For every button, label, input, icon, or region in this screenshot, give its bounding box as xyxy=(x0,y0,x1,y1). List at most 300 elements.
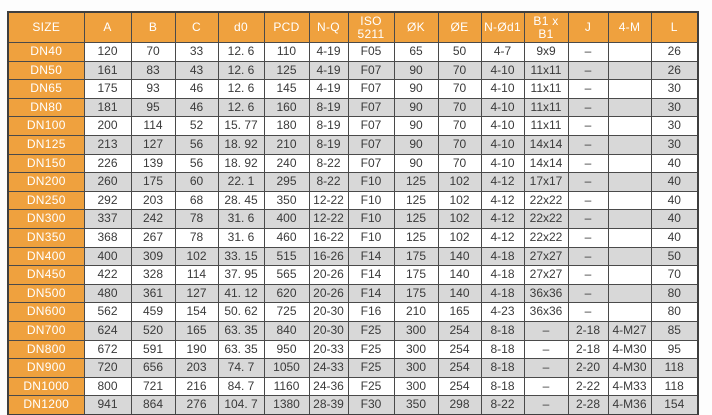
table-cell-b1xb1: 17x17 xyxy=(524,173,568,192)
table-cell-b1xb1: – xyxy=(524,377,568,396)
table-cell-b1xb1: – xyxy=(524,396,568,415)
table-cell-b1xb1: 9x9 xyxy=(524,43,568,62)
table-cell-b: 114 xyxy=(131,117,175,136)
table-cell-4-m xyxy=(608,135,651,154)
table-cell-b: 361 xyxy=(131,284,175,303)
table-cell-n-q: 20-26 xyxy=(309,266,348,285)
table-cell-j: – xyxy=(568,135,608,154)
table-cell-n-od1: 4-18 xyxy=(481,247,524,266)
table-cell-4-m: 4-M27 xyxy=(608,321,651,340)
table-cell-a: 213 xyxy=(84,135,131,154)
table-cell-b1xb1: 22x22 xyxy=(524,228,568,247)
column-header-a: A xyxy=(84,12,131,43)
table-cell-b1xb1: – xyxy=(524,359,568,378)
table-cell-iso-5211: F14 xyxy=(348,247,394,266)
table-cell-ok: 175 xyxy=(394,247,438,266)
table-cell-d0: 22. 1 xyxy=(218,173,264,192)
table-cell-j: – xyxy=(568,284,608,303)
table-cell-4-m: 4-M30 xyxy=(608,340,651,359)
table-cell-pcd: 1160 xyxy=(264,377,309,396)
table-cell-b: 127 xyxy=(131,135,175,154)
row-label: DN400 xyxy=(8,247,84,266)
table-cell-b: 70 xyxy=(131,43,175,62)
table-cell-ok: 300 xyxy=(394,340,438,359)
table-cell-a: 120 xyxy=(84,43,131,62)
table-cell-pcd: 565 xyxy=(264,266,309,285)
table-cell-pcd: 110 xyxy=(264,43,309,62)
table-row-dn65 xyxy=(8,80,698,99)
table-cell-b: 459 xyxy=(131,303,175,322)
table-cell-d0: 12. 6 xyxy=(218,43,264,62)
table-cell-a: 337 xyxy=(84,210,131,229)
table-cell-c: 68 xyxy=(175,191,218,210)
table-cell-ok: 90 xyxy=(394,154,438,173)
table-cell-n-od1: 4-12 xyxy=(481,173,524,192)
table-cell-d0: 15. 77 xyxy=(218,117,264,136)
table-cell-a: 260 xyxy=(84,173,131,192)
table-cell-4-m xyxy=(608,228,651,247)
row-label: DN900 xyxy=(8,359,84,378)
table-cell-n-od1: 4-10 xyxy=(481,61,524,80)
table-cell-pcd: 400 xyxy=(264,210,309,229)
table-cell-oe: 70 xyxy=(438,135,481,154)
table-cell-l: 26 xyxy=(651,61,698,80)
table-cell-d0: 50. 62 xyxy=(218,303,264,322)
table-cell-oe: 70 xyxy=(438,80,481,99)
table-cell-c: 154 xyxy=(175,303,218,322)
table-cell-b1xb1: 36x36 xyxy=(524,284,568,303)
table-cell-l: 26 xyxy=(651,43,698,62)
row-label: DN80 xyxy=(8,98,84,117)
table-cell-c: 190 xyxy=(175,340,218,359)
table-cell-c: 102 xyxy=(175,247,218,266)
table-cell-j: – xyxy=(568,98,608,117)
table-cell-iso-5211: F10 xyxy=(348,191,394,210)
table-row-dn1200 xyxy=(8,396,698,415)
row-label: DN700 xyxy=(8,321,84,340)
table-cell-l: 40 xyxy=(651,228,698,247)
table-cell-n-od1: 8-18 xyxy=(481,377,524,396)
table-cell-n-q: 8-19 xyxy=(309,117,348,136)
table-cell-4-m xyxy=(608,284,651,303)
table-cell-a: 624 xyxy=(84,321,131,340)
table-cell-d0: 74. 7 xyxy=(218,359,264,378)
table-row-dn300 xyxy=(8,210,698,229)
table-cell-n-q: 8-19 xyxy=(309,135,348,154)
row-label: DN450 xyxy=(8,266,84,285)
table-cell-a: 200 xyxy=(84,117,131,136)
table-cell-iso-5211: F07 xyxy=(348,154,394,173)
table-cell-l: 40 xyxy=(651,154,698,173)
table-cell-ok: 125 xyxy=(394,191,438,210)
row-label: DN600 xyxy=(8,303,84,322)
table-row-dn600 xyxy=(8,303,698,322)
table-cell-c: 276 xyxy=(175,396,218,415)
table-cell-oe: 70 xyxy=(438,98,481,117)
table-cell-4-m xyxy=(608,43,651,62)
table-row-dn150 xyxy=(8,154,698,173)
table-cell-ok: 175 xyxy=(394,266,438,285)
table-cell-ok: 90 xyxy=(394,98,438,117)
table-cell-iso-5211: F07 xyxy=(348,117,394,136)
column-header-c: C xyxy=(175,12,218,43)
table-cell-d0: 84. 7 xyxy=(218,377,264,396)
table-cell-pcd: 145 xyxy=(264,80,309,99)
column-header-b1xb1: B1 x B1 xyxy=(524,12,568,43)
table-cell-l: 40 xyxy=(651,173,698,192)
table-cell-a: 562 xyxy=(84,303,131,322)
table-cell-b1xb1: 27x27 xyxy=(524,266,568,285)
table-cell-n-q: 12-22 xyxy=(309,210,348,229)
column-header-n-q: N-Q xyxy=(309,12,348,43)
table-cell-iso-5211: F07 xyxy=(348,61,394,80)
row-label: DN50 xyxy=(8,61,84,80)
table-cell-a: 800 xyxy=(84,377,131,396)
table-cell-d0: 37. 95 xyxy=(218,266,264,285)
table-cell-oe: 254 xyxy=(438,377,481,396)
table-cell-n-od1: 4-12 xyxy=(481,191,524,210)
table-cell-l: 85 xyxy=(651,321,698,340)
column-header-j: J xyxy=(568,12,608,43)
table-cell-n-q: 28-39 xyxy=(309,396,348,415)
column-header-4-m: 4-M xyxy=(608,12,651,43)
table-cell-b: 267 xyxy=(131,228,175,247)
table-cell-j: 2-18 xyxy=(568,321,608,340)
table-cell-iso-5211: F07 xyxy=(348,80,394,99)
table-cell-oe: 254 xyxy=(438,359,481,378)
table-cell-iso-5211: F07 xyxy=(348,135,394,154)
table-cell-j: – xyxy=(568,266,608,285)
table-cell-pcd: 515 xyxy=(264,247,309,266)
table-cell-c: 60 xyxy=(175,173,218,192)
table-cell-n-od1: 4-18 xyxy=(481,266,524,285)
table-cell-4-m xyxy=(608,173,651,192)
table-cell-ok: 300 xyxy=(394,359,438,378)
table-cell-c: 78 xyxy=(175,210,218,229)
table-cell-n-od1: 4-18 xyxy=(481,284,524,303)
row-label: DN800 xyxy=(8,340,84,359)
table-cell-a: 422 xyxy=(84,266,131,285)
table-cell-a: 368 xyxy=(84,228,131,247)
table-cell-l: 50 xyxy=(651,247,698,266)
table-cell-j: 2-18 xyxy=(568,340,608,359)
table-cell-b: 95 xyxy=(131,98,175,117)
table-cell-ok: 350 xyxy=(394,396,438,415)
table-row-dn1000 xyxy=(8,377,698,396)
table-cell-j: 2-28 xyxy=(568,396,608,415)
table-cell-c: 78 xyxy=(175,228,218,247)
row-label: DN350 xyxy=(8,228,84,247)
table-cell-b1xb1: 11x11 xyxy=(524,98,568,117)
table-cell-b1xb1: 22x22 xyxy=(524,210,568,229)
table-cell-pcd: 460 xyxy=(264,228,309,247)
row-label: DN40 xyxy=(8,43,84,62)
table-cell-oe: 254 xyxy=(438,321,481,340)
table-cell-oe: 70 xyxy=(438,117,481,136)
table-cell-l: 40 xyxy=(651,210,698,229)
table-cell-pcd: 1380 xyxy=(264,396,309,415)
table-cell-ok: 125 xyxy=(394,173,438,192)
table-row-dn700 xyxy=(8,321,698,340)
table-cell-l: 80 xyxy=(651,303,698,322)
header-row xyxy=(8,12,698,43)
table-cell-b: 721 xyxy=(131,377,175,396)
table-cell-j: – xyxy=(568,210,608,229)
table-cell-4-m xyxy=(608,266,651,285)
table-cell-ok: 300 xyxy=(394,377,438,396)
table-cell-n-q: 20-26 xyxy=(309,284,348,303)
table-cell-l: 30 xyxy=(651,135,698,154)
table-cell-a: 480 xyxy=(84,284,131,303)
table-cell-a: 292 xyxy=(84,191,131,210)
table-cell-b1xb1: 14x14 xyxy=(524,154,568,173)
valve-dimension-table xyxy=(7,11,699,415)
table-cell-iso-5211: F10 xyxy=(348,173,394,192)
table-cell-oe: 102 xyxy=(438,191,481,210)
table-cell-pcd: 725 xyxy=(264,303,309,322)
table-cell-ok: 125 xyxy=(394,210,438,229)
table-cell-ok: 90 xyxy=(394,117,438,136)
row-label: DN300 xyxy=(8,210,84,229)
table-cell-c: 114 xyxy=(175,266,218,285)
column-header-oe: ØE xyxy=(438,12,481,43)
table-cell-b1xb1: 36x36 xyxy=(524,303,568,322)
table-cell-l: 30 xyxy=(651,98,698,117)
column-header-pcd: PCD xyxy=(264,12,309,43)
table-cell-b: 83 xyxy=(131,61,175,80)
table-cell-j: – xyxy=(568,61,608,80)
table-cell-b1xb1: 22x22 xyxy=(524,191,568,210)
table-cell-d0: 41. 12 xyxy=(218,284,264,303)
table-cell-j: – xyxy=(568,80,608,99)
table-cell-ok: 90 xyxy=(394,135,438,154)
table-cell-c: 43 xyxy=(175,61,218,80)
table-cell-c: 56 xyxy=(175,135,218,154)
table-cell-d0: 63. 35 xyxy=(218,340,264,359)
row-label: DN150 xyxy=(8,154,84,173)
table-cell-n-od1: 8-22 xyxy=(481,396,524,415)
table-cell-c: 52 xyxy=(175,117,218,136)
table-cell-b: 93 xyxy=(131,80,175,99)
table-cell-j: – xyxy=(568,191,608,210)
table-cell-4-m xyxy=(608,80,651,99)
table-cell-c: 127 xyxy=(175,284,218,303)
table-cell-n-q: 24-36 xyxy=(309,377,348,396)
table-cell-ok: 90 xyxy=(394,80,438,99)
table-cell-oe: 70 xyxy=(438,61,481,80)
table-cell-iso-5211: F07 xyxy=(348,98,394,117)
table-cell-d0: 104. 7 xyxy=(218,396,264,415)
table-cell-n-q: 8-22 xyxy=(309,154,348,173)
table-cell-pcd: 180 xyxy=(264,117,309,136)
table-cell-n-q: 24-33 xyxy=(309,359,348,378)
table-cell-pcd: 125 xyxy=(264,61,309,80)
row-label: DN65 xyxy=(8,80,84,99)
table-cell-n-od1: 4-10 xyxy=(481,80,524,99)
table-cell-b: 242 xyxy=(131,210,175,229)
table-cell-oe: 102 xyxy=(438,173,481,192)
table-cell-c: 165 xyxy=(175,321,218,340)
table-cell-b1xb1: 11x11 xyxy=(524,117,568,136)
table-cell-oe: 102 xyxy=(438,228,481,247)
table-cell-n-q: 16-26 xyxy=(309,247,348,266)
table-cell-j: 2-22 xyxy=(568,377,608,396)
table-cell-b: 328 xyxy=(131,266,175,285)
table-cell-iso-5211: F05 xyxy=(348,43,394,62)
table-cell-n-od1: 8-18 xyxy=(481,321,524,340)
table-cell-b: 520 xyxy=(131,321,175,340)
table-cell-4-m: 4-M33 xyxy=(608,377,651,396)
table-cell-b: 591 xyxy=(131,340,175,359)
table-cell-4-m xyxy=(608,303,651,322)
table-cell-b1xb1: 27x27 xyxy=(524,247,568,266)
table-cell-iso-5211: F25 xyxy=(348,340,394,359)
table-cell-n-q: 4-19 xyxy=(309,61,348,80)
table-cell-a: 181 xyxy=(84,98,131,117)
column-header-n-od1: N-Ød1 xyxy=(481,12,524,43)
table-cell-n-od1: 8-18 xyxy=(481,340,524,359)
table-cell-l: 70 xyxy=(651,266,698,285)
table-cell-b1xb1: 11x11 xyxy=(524,61,568,80)
table-cell-b1xb1: – xyxy=(524,321,568,340)
column-header-d0: d0 xyxy=(218,12,264,43)
row-label: DN200 xyxy=(8,173,84,192)
table-cell-b: 864 xyxy=(131,396,175,415)
table-cell-c: 33 xyxy=(175,43,218,62)
table-cell-ok: 210 xyxy=(394,303,438,322)
table-cell-4-m xyxy=(608,247,651,266)
table-cell-oe: 50 xyxy=(438,43,481,62)
table-cell-d0: 18. 92 xyxy=(218,154,264,173)
table-cell-ok: 65 xyxy=(394,43,438,62)
table-cell-d0: 12. 6 xyxy=(218,61,264,80)
row-label: DN500 xyxy=(8,284,84,303)
table-cell-pcd: 240 xyxy=(264,154,309,173)
table-cell-d0: 18. 92 xyxy=(218,135,264,154)
table-row-dn350 xyxy=(8,228,698,247)
table-cell-4-m: 4-M30 xyxy=(608,359,651,378)
table-cell-n-od1: 4-12 xyxy=(481,228,524,247)
table-cell-oe: 102 xyxy=(438,210,481,229)
table-cell-iso-5211: F25 xyxy=(348,359,394,378)
table-row-dn100 xyxy=(8,117,698,136)
table-row-dn50 xyxy=(8,61,698,80)
table-row-dn80 xyxy=(8,98,698,117)
table-cell-ok: 175 xyxy=(394,284,438,303)
column-header-l: L xyxy=(651,12,698,43)
table-cell-n-q: 16-22 xyxy=(309,228,348,247)
table-cell-n-od1: 4-10 xyxy=(481,135,524,154)
table-row-dn800 xyxy=(8,340,698,359)
table-cell-n-q: 4-19 xyxy=(309,80,348,99)
table-cell-iso-5211: F16 xyxy=(348,303,394,322)
table-cell-b: 203 xyxy=(131,191,175,210)
table-cell-b: 139 xyxy=(131,154,175,173)
table-cell-pcd: 210 xyxy=(264,135,309,154)
table-header xyxy=(8,12,698,43)
table-cell-b1xb1: 14x14 xyxy=(524,135,568,154)
column-header-ok: ØK xyxy=(394,12,438,43)
table-cell-j: – xyxy=(568,247,608,266)
table-cell-iso-5211: F10 xyxy=(348,228,394,247)
table-cell-n-q: 12-22 xyxy=(309,191,348,210)
table-row-dn400 xyxy=(8,247,698,266)
table-cell-pcd: 350 xyxy=(264,191,309,210)
table-cell-b1xb1: – xyxy=(524,340,568,359)
table-cell-b: 656 xyxy=(131,359,175,378)
table-row-dn250 xyxy=(8,191,698,210)
table-cell-a: 226 xyxy=(84,154,131,173)
table-cell-4-m xyxy=(608,61,651,80)
table-cell-4-m xyxy=(608,154,651,173)
row-label: DN1000 xyxy=(8,377,84,396)
table-cell-4-m xyxy=(608,191,651,210)
row-label: DN250 xyxy=(8,191,84,210)
table-cell-l: 118 xyxy=(651,359,698,378)
table-cell-4-m xyxy=(608,117,651,136)
table-cell-l: 30 xyxy=(651,117,698,136)
table-cell-j: – xyxy=(568,43,608,62)
table-cell-j: 2-20 xyxy=(568,359,608,378)
table-cell-b: 309 xyxy=(131,247,175,266)
table-cell-oe: 140 xyxy=(438,284,481,303)
table-cell-c: 46 xyxy=(175,80,218,99)
table-cell-pcd: 1050 xyxy=(264,359,309,378)
table-cell-l: 30 xyxy=(651,80,698,99)
table-cell-j: – xyxy=(568,173,608,192)
table-cell-b: 175 xyxy=(131,173,175,192)
table-row-dn40 xyxy=(8,43,698,62)
table-cell-d0: 12. 6 xyxy=(218,98,264,117)
table-cell-b1xb1: 11x11 xyxy=(524,80,568,99)
table-cell-n-q: 20-30 xyxy=(309,303,348,322)
row-label: DN100 xyxy=(8,117,84,136)
column-header-b: B xyxy=(131,12,175,43)
table-cell-l: 80 xyxy=(651,284,698,303)
table-cell-oe: 298 xyxy=(438,396,481,415)
row-label: DN1200 xyxy=(8,396,84,415)
table-cell-oe: 254 xyxy=(438,340,481,359)
table-row-dn450 xyxy=(8,266,698,285)
table-cell-pcd: 160 xyxy=(264,98,309,117)
table-row-dn500 xyxy=(8,284,698,303)
table-cell-iso-5211: F25 xyxy=(348,377,394,396)
table-cell-n-od1: 4-23 xyxy=(481,303,524,322)
table-cell-d0: 31. 6 xyxy=(218,228,264,247)
table-cell-4-m xyxy=(608,98,651,117)
table-cell-oe: 70 xyxy=(438,154,481,173)
table-cell-ok: 125 xyxy=(394,228,438,247)
table-cell-a: 941 xyxy=(84,396,131,415)
table-cell-a: 175 xyxy=(84,80,131,99)
column-header-size: SIZE xyxy=(8,12,84,43)
table-cell-d0: 28. 45 xyxy=(218,191,264,210)
table-cell-c: 46 xyxy=(175,98,218,117)
table-cell-iso-5211: F14 xyxy=(348,284,394,303)
table-cell-n-q: 20-33 xyxy=(309,340,348,359)
table-cell-n-od1: 4-10 xyxy=(481,154,524,173)
table-row-dn900 xyxy=(8,359,698,378)
table-cell-a: 400 xyxy=(84,247,131,266)
table-cell-d0: 31. 6 xyxy=(218,210,264,229)
table-cell-n-od1: 8-18 xyxy=(481,359,524,378)
table-row-dn200 xyxy=(8,173,698,192)
table-cell-d0: 63. 35 xyxy=(218,321,264,340)
table-row-dn125 xyxy=(8,135,698,154)
table-cell-c: 203 xyxy=(175,359,218,378)
table-cell-n-od1: 4-12 xyxy=(481,210,524,229)
table-cell-n-q: 4-19 xyxy=(309,43,348,62)
